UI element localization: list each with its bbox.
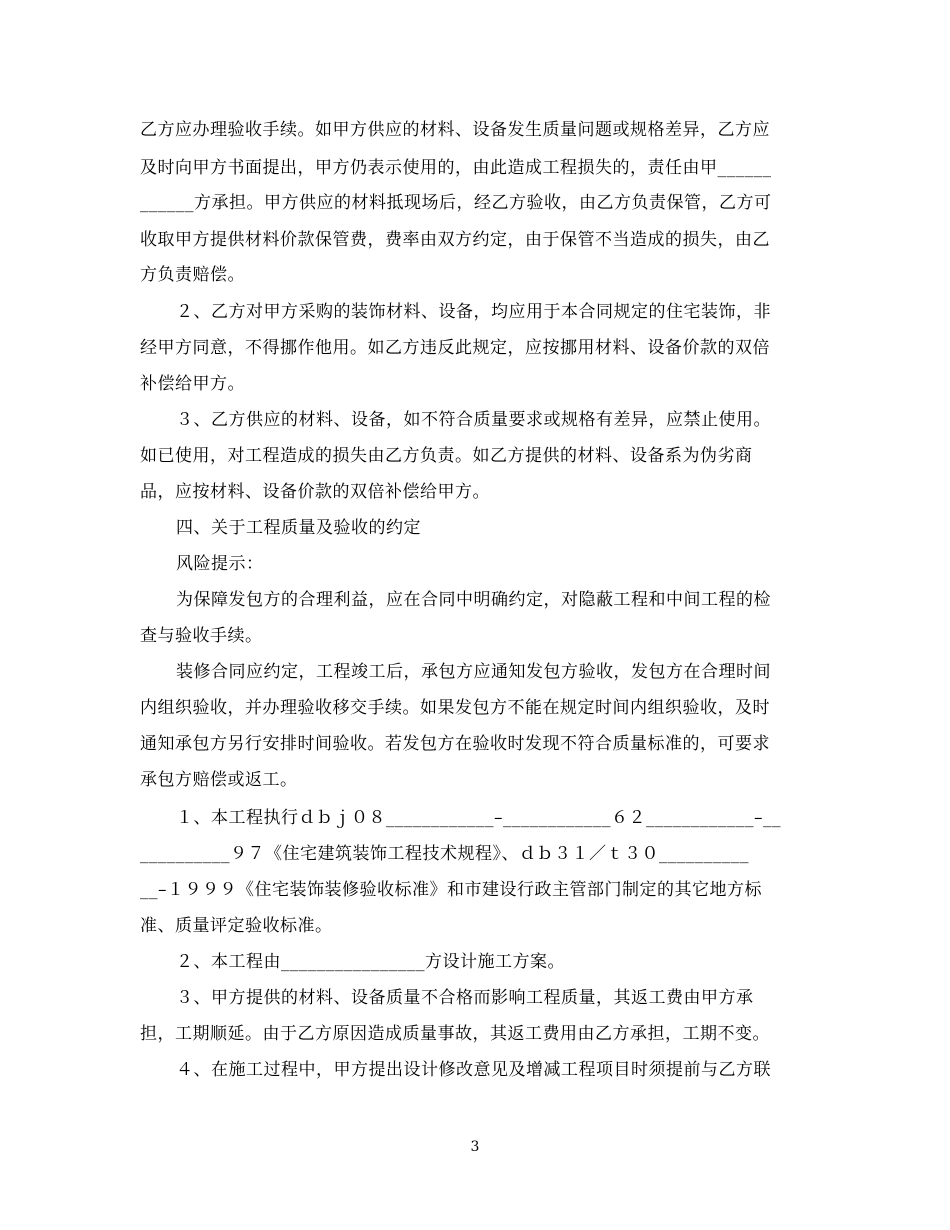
text-line: ４、在施工过程中，甲方提出设计修改意见及增减工程项目时须提前与乙方联 [176,1060,771,1080]
text-line: 乙方应办理验收手续。如甲方供应的材料、设备发生质量问题或规格差异，乙方应 [140,120,770,140]
text-line: ２、本工程由________________方设计施工方案。 [176,952,565,972]
text-line: 经甲方同意，不得挪作他用。如乙方违反此规定，应按挪用材料、设备价款的双倍 [140,338,770,358]
text-line: ______方承担。甲方供应的材料抵现场后，经乙方验收，由乙方负责保管，乙方可 [140,193,772,213]
text-line: 如已使用，对工程造成的损失由乙方负责。如乙方提供的材料、设备系为伪劣商 [140,446,753,466]
text-line: 承包方赔偿或返工。 [140,770,298,790]
section-heading: 四、关于工程质量及验收的约定 [176,518,421,538]
page-number: 3 [470,1139,480,1155]
text-line: ３、甲方提供的材料、设备质量不合格而影响工程质量，其返工费由甲方承 [176,988,754,1008]
text-line: 品，应按材料、设备价款的双倍补偿给甲方。 [140,482,490,502]
text-line: 方负责赔偿。 [140,265,245,285]
text-line: 风险提示： [176,554,264,574]
text-line: 为保障发包方的合理利益，应在合同中明确约定，对隐蔽工程和中间工程的检 [176,590,771,610]
text-line: ３、乙方供应的材料、设备，如不符合质量要求或规格有差异，应禁止使用。 [176,410,771,430]
text-line: 补偿给甲方。 [140,374,245,394]
text-line: 查与验收手续。 [140,626,263,646]
text-line: __–１９９９《住宅装饰装修验收标准》和市建设行政主管部门制定的其它地方标 [140,880,762,900]
text-line: 准、质量评定验收标准。 [140,916,333,936]
text-line: 通知承包方另行安排时间验收。若发包方在验收时发现不符合质量标准的，可要求 [140,734,770,754]
text-line: 内组织验收，并办理验收移交手续。如果发包方不能在规定时间内组织验收，及时 [140,698,770,718]
text-line: 收取甲方提供材料价款保管费，费率由双方约定，由于保管不当造成的损失，由乙 [140,230,770,250]
text-line: ２、乙方对甲方采购的装饰材料、设备，均应用于本合同规定的住宅装饰，非 [176,302,771,322]
text-line: __________９７《住宅建筑装饰工程技术规程》、ｄｂ３１／ｔ３０__________ [140,844,749,864]
text-line: 及时向甲方书面提出，甲方仍表示使用的，由此造成工程损失的，责任由甲______ [140,158,772,178]
text-line: 担，工期顺延。由于乙方原因造成质量事故，其返工费用由乙方承担，工期不变。 [140,1024,770,1044]
text-line: 装修合同应约定，工程竣工后，承包方应通知发包方验收，发包方在合理时间 [176,662,771,682]
text-line: １、本工程执行ｄｂｊ０８____________–____________６２____________–__ [176,808,781,828]
